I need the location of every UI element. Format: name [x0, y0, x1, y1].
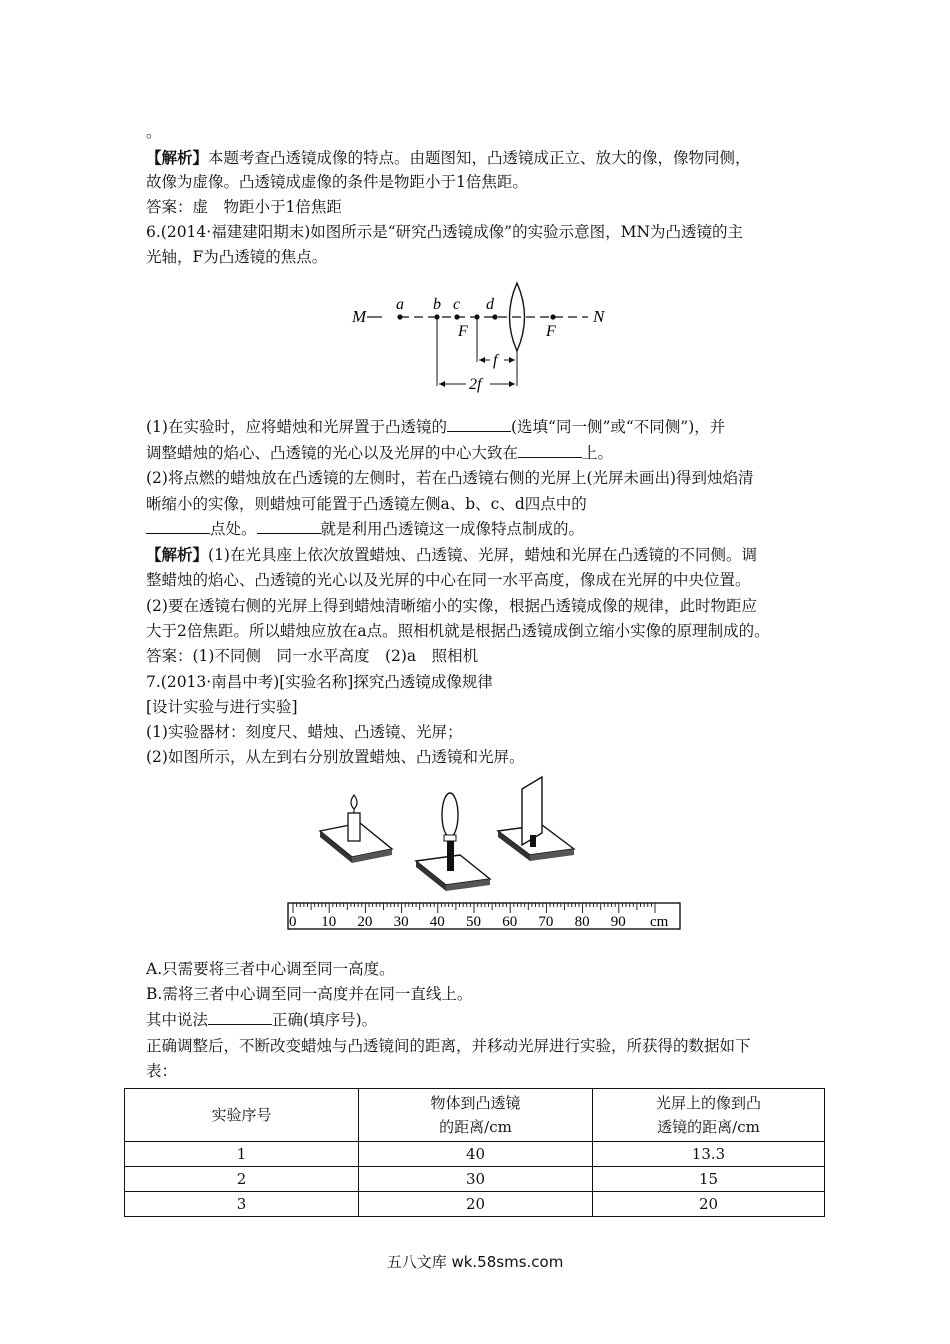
- ruler-label: 40: [429, 914, 445, 930]
- candle-stand: [320, 795, 392, 863]
- text-line: 整蜡烛的焰心、凸透镜的光心以及光屏的中心在同一水平高度，像成在光屏的中央位置。: [146, 571, 751, 589]
- ruler-label: 80: [574, 914, 590, 930]
- table-header-cell: [593, 1089, 825, 1142]
- light-screen: [522, 777, 542, 845]
- question-6-title: 6.(2014·福建建阳期末)如图所示是“研究凸透镜成像”的实验示意图，MN为凸透镜的主: [146, 223, 744, 241]
- header-text: 实验序号: [211, 1106, 272, 1124]
- text-line: 故像为虚像。凸透镜成虚像的条件是物距小于1倍焦距。: [146, 173, 528, 191]
- table-row: [125, 1167, 825, 1192]
- text-span: 就是利用凸透镜这一成像特点制成的。: [320, 520, 585, 538]
- table-cell: 2: [125, 1167, 359, 1192]
- table-header-cell: [125, 1089, 359, 1142]
- ruler-label: 60: [502, 914, 518, 930]
- ruler-label: 70: [538, 914, 554, 930]
- ruler-label: 30: [393, 914, 409, 930]
- answer-line: 答案：(1)不同侧 同一水平高度 (2)a 照相机: [146, 647, 479, 665]
- text-span: (1)在光具座上依次放置蜡烛、凸透镜、光屏，蜡烛和光屏在凸透镜的不同侧。调: [208, 546, 757, 564]
- question-7-fill: [146, 1009, 377, 1031]
- question-6-part2: (2)将点燃的蜡烛放在凸透镜的左侧时，若在凸透镜右侧的光屏上(光屏未画出)得到烛焰清: [146, 469, 754, 487]
- convex-lens-diagram: [340, 278, 620, 398]
- point-c: [454, 314, 459, 319]
- header-text: 的距离/cm: [439, 1118, 512, 1136]
- answer-blank: [146, 519, 210, 534]
- text-line: (1)实验器材：刻度尺、蜡烛、凸透镜、光屏；: [146, 723, 463, 741]
- table-cell: 3: [125, 1192, 359, 1217]
- ruler-label: 10: [321, 914, 337, 930]
- text-span: 上。: [582, 444, 614, 462]
- ruler-label: 90: [610, 914, 626, 930]
- data-table: [124, 1088, 825, 1217]
- label-d: d: [486, 296, 494, 313]
- ruler-unit: cm: [650, 914, 669, 930]
- label-a: a: [396, 296, 404, 313]
- candle: [348, 813, 360, 841]
- answer-blank: [518, 443, 582, 458]
- text-line: [设计实验与进行实验]: [146, 698, 298, 716]
- text-line: 光轴，F为凸透镜的焦点。: [146, 248, 328, 266]
- option-a: A.只需要将三者中心调至同一高度。: [146, 960, 395, 978]
- text-line: 晰缩小的实像，则蜡烛可能置于凸透镜左侧a、b、c、d四点中的: [146, 495, 587, 513]
- header-text: 光屏上的像到凸: [655, 1094, 761, 1112]
- question-6-part1-cont: [146, 442, 613, 464]
- screen-stand: [498, 777, 574, 861]
- text-line: 。: [146, 123, 162, 141]
- answer-blank: [447, 417, 511, 432]
- question-6-part1: [146, 416, 725, 438]
- answer-blank: [208, 1010, 272, 1025]
- label-N: N: [593, 307, 605, 326]
- table-cell: 20: [359, 1192, 593, 1217]
- header-text: 物体到凸透镜: [430, 1094, 521, 1112]
- lens-stand: [416, 793, 490, 891]
- answer-line: 答案：虚 物距小于1倍焦距: [146, 198, 342, 216]
- table-cell: 20: [593, 1192, 825, 1217]
- analysis-line: [146, 147, 751, 169]
- lens: [442, 793, 458, 837]
- text-span: 其中说法: [146, 1011, 209, 1029]
- table-cell: 1: [125, 1142, 359, 1167]
- label-c: c: [453, 296, 461, 313]
- label-F-right: F: [546, 323, 556, 340]
- label-M: M: [352, 307, 367, 326]
- table-cell: 15: [593, 1167, 825, 1192]
- answer-blank: [257, 519, 321, 534]
- analysis-tag: 【解析】: [146, 148, 209, 167]
- table-header-cell: [359, 1089, 593, 1142]
- text-line: 表：: [146, 1062, 178, 1080]
- question-7-title: 7.(2013·南昌中考)[实验名称]探究凸透镜成像规律: [146, 673, 493, 691]
- text-span: 正确(填序号)。: [272, 1011, 378, 1029]
- point-a: [397, 314, 402, 319]
- ruler-label: 20: [357, 914, 373, 930]
- text-span: (1)在实验时，应将蜡烛和光屏置于凸透镜的: [146, 418, 447, 436]
- analysis-tag: 【解析】: [146, 545, 209, 564]
- ruler: [288, 903, 680, 930]
- option-b: B.需将三者中心调至同一高度并在同一直线上。: [146, 985, 473, 1003]
- text-span: 调整蜡烛的焰心、凸透镜的光心以及光屏的中心大致在: [146, 444, 519, 462]
- table-header-row: [125, 1089, 825, 1142]
- label-F-left: F: [458, 323, 468, 340]
- footer-watermark: 五八文库 wk.58sms.com: [386, 1253, 564, 1271]
- text-line: 大于2倍焦距。所以蜡烛应放在a点。照相机就是根据凸透镜成倒立缩小实像的原理制成的。: [146, 622, 770, 640]
- point-f-right: [550, 314, 555, 319]
- apparatus-diagram: [284, 775, 684, 935]
- table-cell: 40: [359, 1142, 593, 1167]
- label-f: f: [493, 352, 498, 369]
- label-b: b: [433, 296, 441, 313]
- text-line: 正确调整后，不断改变蜡烛与凸透镜间的距离，并移动光屏进行实验，所获得的数据如下: [146, 1037, 751, 1055]
- table-row: [125, 1142, 825, 1167]
- header-text: 透镜的距离/cm: [657, 1118, 760, 1136]
- text-span: 本题考查凸透镜成像的特点。由题图知，凸透镜成正立、放大的像，像物同侧，: [208, 149, 751, 167]
- label-2f: 2f: [469, 376, 482, 393]
- flame-icon: [351, 795, 357, 809]
- point-d2: [492, 314, 497, 319]
- table-row: [125, 1192, 825, 1217]
- analysis-line: [146, 544, 757, 566]
- text-line: (2)要在透镜右侧的光屏上得到蜡烛清晰缩小的实像，根据凸透镜成像的规律，此时物距应: [146, 597, 757, 615]
- text-span: 点处。: [210, 520, 257, 538]
- question-6-part2-cont: [146, 518, 584, 540]
- table-cell: 13.3: [593, 1142, 825, 1167]
- ruler-label: 50: [466, 914, 481, 930]
- text-span: (选填“同一侧”或“不同侧”)，并: [510, 418, 726, 436]
- ruler-label: 0: [289, 914, 297, 930]
- table-cell: 30: [359, 1167, 593, 1192]
- text-line: (2)如图所示，从左到右分别放置蜡烛、凸透镜和光屏。: [146, 748, 525, 766]
